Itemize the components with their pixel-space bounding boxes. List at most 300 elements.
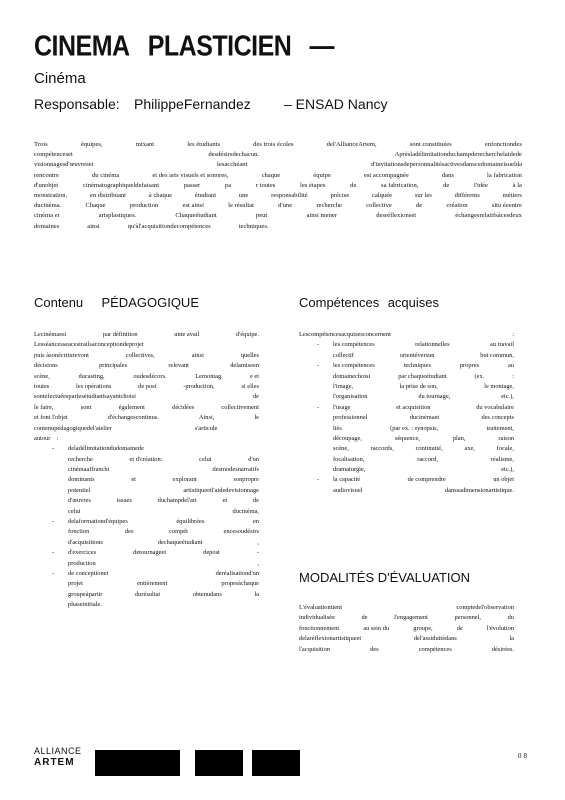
text-word: professionnel	[333, 414, 368, 422]
text-line	[34, 424, 259, 434]
intro-word: de	[443, 181, 450, 189]
intro-word: domaines	[34, 222, 60, 230]
text-line	[34, 600, 259, 610]
text-word: s'articule	[194, 424, 218, 432]
text-word: etc.),	[501, 393, 514, 401]
text-word: et	[222, 497, 228, 505]
text-word: etc.),	[501, 466, 514, 474]
intro-word: les étapes	[300, 181, 326, 189]
intro-word: l'idée	[473, 181, 488, 189]
text-line	[34, 392, 259, 402]
text-word: d'un	[248, 455, 259, 463]
intro-line	[34, 181, 522, 191]
intro-word: et des arts visuels et sonores,	[152, 171, 229, 179]
intro-word: échangesrelatifsàcesdeux	[455, 212, 522, 220]
text-word: sontefectuéesparlesétudiantsayantchoisi	[34, 393, 136, 401]
text-word: durésultat	[134, 590, 161, 598]
title-word: CINEMA	[34, 30, 130, 63]
text-word: Lecinémaest	[34, 331, 67, 338]
text-word: la	[254, 590, 259, 598]
text-word: - d'exercices	[68, 549, 97, 557]
text-word: entièrement	[137, 580, 168, 588]
text-word: :	[512, 372, 514, 380]
text-word: la prise de son,	[399, 382, 438, 390]
text-line	[34, 403, 259, 413]
text-word: - deladélimitationdudomainede	[68, 445, 144, 453]
text-word: par définition	[102, 331, 138, 338]
text-word: par chaqueétudiant	[398, 372, 447, 380]
text-word: du	[507, 614, 514, 622]
text-line	[299, 613, 514, 623]
intro-word: desdésirsdechacun.	[208, 151, 260, 159]
text-word: detournageet	[133, 549, 167, 557]
text-word: (ex.	[474, 372, 485, 380]
intro-word: ainsi	[87, 222, 100, 230]
intro-word: à la	[512, 181, 522, 189]
intro-word: précise	[330, 191, 350, 199]
text-line	[34, 579, 259, 589]
text-word: orientéversun	[399, 351, 435, 359]
text-word: autour	[34, 434, 51, 442]
intro-word: production	[129, 202, 159, 210]
intro-word: des trois écoles	[253, 141, 294, 148]
bullet-item	[299, 475, 514, 485]
intro-word: à chaque	[148, 191, 173, 199]
intro-word: enfonctiondes	[484, 141, 522, 148]
text-word: encesoudésirs	[223, 528, 259, 536]
text-line	[34, 455, 259, 465]
text-word: individualisée	[299, 614, 335, 622]
intro-word: Trois	[34, 141, 48, 148]
intro-word: monstration,	[34, 191, 68, 199]
text-line	[34, 382, 259, 392]
text-word: collectif	[333, 351, 354, 359]
text-line	[34, 475, 259, 485]
text-word: fonctionnement	[299, 624, 340, 632]
text-word: si elles	[241, 382, 259, 390]
text-word: danssadimensionartistique.	[444, 486, 514, 494]
intro-word: du cinéma	[91, 171, 120, 179]
skills-paragraph	[299, 330, 514, 496]
intro-word: qu'àl'acquisitiondecompétences	[127, 222, 211, 230]
text-word: ducasting,	[78, 372, 105, 380]
intro-word: le résultat	[228, 202, 254, 210]
text-line	[34, 486, 259, 496]
text-word: puis àsonécriturevont	[34, 351, 89, 359]
bullet-item	[34, 517, 259, 527]
text-line	[299, 351, 514, 361]
text-word: séquence,	[394, 434, 420, 442]
bullet-item	[299, 361, 514, 371]
text-word: - les compétences	[333, 362, 375, 370]
text-word: sonpropre	[233, 476, 259, 484]
intro-word: sur les	[414, 191, 432, 199]
intro-word: de	[415, 202, 423, 210]
text-word: plan,	[452, 434, 466, 442]
text-word: potentiel	[68, 486, 91, 494]
text-word: l'image,	[333, 382, 354, 390]
text-word: toutes	[34, 382, 50, 390]
text-word: désirées.	[491, 645, 514, 653]
intro-line	[34, 140, 522, 150]
text-line	[299, 330, 514, 340]
intro-word: les étudiants	[187, 141, 221, 148]
text-word: ducinémaet	[409, 414, 440, 422]
text-word: et d'création:	[129, 455, 163, 463]
intro-word: artsplastiques.	[98, 212, 137, 220]
intro-word: passer	[183, 181, 201, 189]
text-word: celui	[68, 507, 81, 515]
text-word: l'organisation	[333, 393, 368, 401]
text-word: dominants	[68, 476, 95, 484]
text-word: au sein du	[363, 624, 390, 632]
title-dash: —	[309, 30, 334, 63]
text-word: but commun,	[480, 351, 514, 359]
intro-word: chaque	[261, 171, 281, 179]
text-word: scène,	[34, 372, 50, 380]
text-word: personnel,	[454, 614, 481, 622]
text-word: de	[456, 624, 463, 632]
text-word: ducinéma,	[232, 507, 259, 515]
page-number: 08	[518, 752, 529, 760]
intro-line	[34, 150, 522, 160]
intro-word: est accompagnée	[363, 171, 409, 179]
text-line	[299, 624, 514, 634]
text-word: duchampdel'art	[157, 497, 197, 505]
text-word: desmodesnarratifs	[212, 466, 259, 474]
text-word: collectivement	[221, 403, 259, 411]
intro-line	[34, 222, 522, 232]
text-word: raccord,	[417, 455, 438, 463]
text-word: comptedel'observation	[456, 604, 514, 611]
text-word: - l'usage	[333, 403, 351, 411]
text-word: continuité,	[415, 445, 443, 453]
intro-line	[34, 191, 522, 201]
bullet-item	[299, 403, 514, 413]
text-word: groupe,	[413, 624, 433, 632]
text-word: Lemontag	[195, 372, 222, 380]
text-word: (par ex. : synopsis,	[390, 424, 439, 432]
intro-word: pa	[224, 181, 232, 189]
text-word: des concepts	[481, 414, 514, 422]
text-word: liés	[333, 424, 342, 432]
text-word: principales	[99, 362, 128, 370]
intro-word: sa fabrication,	[381, 181, 419, 189]
text-word: issues	[116, 497, 132, 505]
text-word: de post	[138, 382, 157, 390]
logo-line: ALLIANCE	[34, 746, 82, 756]
text-line	[299, 424, 514, 434]
text-word: focale,	[496, 445, 514, 453]
text-word: le montage,	[484, 382, 514, 390]
bullet-item	[299, 340, 514, 350]
text-word: d'échangescontinus.	[107, 414, 159, 422]
text-word: d'acquisitions	[68, 538, 103, 546]
text-word: scène,	[333, 445, 349, 453]
text-word: groupeàpartir	[68, 590, 103, 598]
text-line	[299, 444, 514, 454]
text-word: en	[252, 518, 259, 526]
text-word: e et	[249, 372, 259, 380]
intro-word: recherche	[316, 202, 342, 210]
intro-word: cinématographiqueldefaisant	[82, 181, 160, 189]
intro-word: d'invitationsdepersonnalitésactivesdanscedomaineisuelda	[371, 161, 522, 169]
text-word: décisions	[34, 362, 58, 370]
text-word: - la capacité	[333, 476, 361, 484]
text-word: décidées	[172, 403, 195, 411]
text-line	[34, 330, 259, 340]
text-line	[299, 645, 514, 655]
text-line	[34, 538, 259, 548]
text-word: propreàchaque	[221, 580, 259, 588]
text-word: ,	[257, 538, 259, 546]
intro-word: Aprèsladélimitationduchampderecherchelaidede	[394, 151, 522, 159]
footer-black-block	[195, 750, 243, 776]
intro-word: ducinéma.	[34, 202, 62, 210]
text-line	[299, 434, 514, 444]
bullet-item	[34, 548, 259, 558]
page-subtitle: Cinéma	[34, 70, 86, 87]
text-line	[299, 603, 514, 613]
intro-word: visionnagesd'œuvreset	[34, 161, 94, 169]
text-word: Lesséancesseacesirailsaconceptiondeprojet	[34, 341, 144, 349]
text-word: - de conceptionet	[68, 569, 109, 577]
skills-heading-word: Compétences	[299, 295, 380, 310]
intro-word: Chaque	[85, 202, 106, 210]
text-word: l'acquisition	[299, 645, 330, 653]
text-word: delamiseen	[230, 362, 259, 370]
text-line	[34, 507, 259, 517]
intro-word: r toutes	[255, 181, 276, 189]
intro-word: ainsi mener	[306, 212, 338, 220]
text-word: -	[256, 549, 259, 557]
intro-word: situ éeentre	[491, 202, 522, 210]
text-word: del'assiduitédans	[413, 635, 457, 643]
intro-word: desréflexionset	[376, 212, 417, 220]
text-word: du vocabulaire	[476, 403, 514, 411]
text-line	[299, 382, 514, 392]
text-word: production	[68, 559, 96, 567]
footer-black-block	[252, 750, 300, 776]
text-word: et font l'objet	[34, 414, 68, 422]
text-line	[34, 351, 259, 361]
intro-word: lesacchéant	[217, 161, 248, 169]
text-word: obtenudans	[192, 590, 222, 598]
text-line	[34, 527, 259, 537]
text-word: unte avail	[174, 331, 200, 338]
text-word: d'équipe.	[236, 331, 259, 338]
alliance-artem-logo	[34, 746, 82, 768]
responsable-name: PhilippeFernandez	[134, 96, 251, 112]
text-word: au travail	[490, 341, 514, 349]
intro-word: équipes,	[80, 141, 103, 148]
text-line	[34, 372, 259, 382]
intro-line	[34, 160, 522, 170]
text-word: - les compétences	[333, 341, 375, 349]
intro-word: sont constituées	[409, 141, 452, 148]
text-line	[299, 465, 514, 475]
intro-word: une	[238, 191, 249, 199]
text-word: dechaqueétudiant	[157, 538, 203, 546]
intro-word: dans	[441, 171, 454, 179]
text-word: deréalisationd'un	[215, 569, 259, 577]
responsable-org: – ENSAD Nancy	[284, 96, 388, 112]
intro-word: del'AllianceArtem,	[326, 141, 377, 148]
text-word: traitement,	[486, 424, 514, 432]
text-word: d'œuvres	[68, 497, 91, 505]
evaluation-heading: MODALITÉS D'ÉVALUATION	[299, 570, 471, 585]
text-word: axe,	[464, 445, 475, 453]
text-word: :	[512, 331, 514, 338]
intro-word: différents	[454, 191, 480, 199]
text-word: recherche	[68, 455, 93, 463]
text-line	[299, 392, 514, 402]
text-word: des	[124, 528, 134, 536]
responsable-label: Responsable:	[34, 96, 120, 112]
intro-paragraph	[34, 140, 522, 232]
text-word: la	[509, 635, 514, 643]
intro-word: la fabrication	[487, 171, 522, 179]
text-line	[34, 465, 259, 475]
intro-word: techniques.	[238, 222, 269, 230]
text-word: raccords,	[370, 445, 394, 453]
text-word: de	[252, 393, 259, 401]
text-word: des	[370, 645, 379, 653]
text-word: sont	[80, 403, 92, 411]
text-word: également	[118, 403, 145, 411]
text-word: équilibrées	[176, 518, 205, 526]
text-word: du tournage,	[418, 393, 451, 401]
intro-word: collective	[366, 202, 392, 210]
intro-word: en distribuant	[89, 191, 126, 199]
text-word: découpage,	[333, 434, 362, 442]
text-line	[299, 455, 514, 465]
text-word: les opérations	[76, 382, 112, 390]
content-heading-word: Contenu	[34, 295, 84, 310]
page-title	[34, 30, 334, 63]
text-word: un objet	[493, 476, 514, 484]
content-heading	[34, 295, 199, 310]
intro-word: calquée	[371, 191, 393, 199]
intro-word: équipe	[313, 171, 331, 179]
text-word: explorant	[172, 476, 197, 484]
text-word: celui	[199, 455, 212, 463]
text-word: Lescompétencesacquisesconcernent	[299, 331, 391, 338]
text-word: contenupédagogiquedel'atelier	[34, 424, 112, 432]
text-word: de	[252, 497, 259, 505]
title-word: PLASTICIEN	[147, 30, 292, 63]
text-word: ,	[257, 559, 259, 567]
text-word: l'évolution	[486, 624, 514, 632]
text-line	[34, 340, 259, 350]
text-word: compét	[169, 528, 188, 536]
intro-word: création	[446, 202, 468, 210]
intro-word: compétenceset	[34, 151, 73, 159]
text-word: quelles	[240, 351, 259, 359]
content-heading-word: PÉDAGOGIQUE	[101, 295, 199, 310]
skills-heading-word: acquises	[387, 295, 439, 310]
intro-word: d'unobjet	[34, 181, 59, 189]
text-word: le	[254, 414, 259, 422]
intro-word: cinéma et	[34, 212, 60, 220]
intro-word: responsabilité	[271, 191, 308, 199]
intro-word: mixant	[135, 141, 155, 148]
text-line	[34, 361, 259, 371]
text-word: delaréflexionartistiqueet	[299, 635, 362, 643]
text-word: de	[361, 614, 368, 622]
bullet-item	[34, 444, 259, 454]
intro-word: d'une	[278, 202, 293, 210]
text-line	[299, 372, 514, 382]
intro-word: est ainsi	[182, 202, 204, 210]
intro-line	[34, 171, 522, 181]
intro-word: Chaqueétudiant	[175, 212, 217, 220]
intro-word: peut	[255, 212, 268, 220]
text-line	[34, 496, 259, 506]
text-word: relationnelles	[415, 341, 450, 349]
text-word: fonction	[68, 528, 90, 536]
intro-word: étudiant	[194, 191, 217, 199]
text-line	[34, 590, 259, 600]
text-word: l'engagement	[394, 614, 428, 622]
logo-line: ARTEM	[34, 757, 75, 768]
text-line	[34, 413, 259, 423]
text-word: de comprendre	[407, 476, 446, 484]
intro-word: rencontre	[34, 171, 59, 179]
intro-line	[34, 211, 522, 221]
content-paragraph	[34, 330, 259, 611]
text-word: cinémaaffranchi	[68, 466, 110, 474]
intro-word: métiers	[502, 191, 522, 199]
text-word: et acquisition	[396, 403, 431, 411]
text-word: -production,	[183, 382, 215, 390]
intro-line	[34, 201, 522, 211]
text-word: réalisme,	[490, 455, 514, 463]
text-word: - delaformationd'équipes	[68, 518, 128, 526]
evaluation-paragraph	[299, 603, 514, 655]
text-word: propres	[459, 362, 480, 370]
footer-black-block	[95, 750, 180, 776]
text-word: audiovisuel	[333, 486, 363, 494]
text-word: artistiqueetl'aidedevisionnage	[183, 486, 259, 494]
text-word: le faire,	[34, 403, 54, 411]
text-word: et	[131, 476, 136, 484]
text-word: phaseinitiale.	[68, 601, 102, 609]
text-word: Ainsi,	[198, 414, 215, 422]
text-word: raison	[498, 434, 514, 442]
text-word: compétences	[418, 645, 452, 653]
text-word: depost	[203, 549, 220, 557]
text-word: projet	[68, 580, 83, 588]
text-word: relevant	[168, 362, 189, 370]
text-word: domainechoisi	[333, 372, 371, 380]
text-word: au	[507, 362, 514, 370]
text-line	[34, 434, 259, 444]
text-word: collectives,	[125, 351, 155, 359]
text-word: dramaturgie,	[333, 466, 366, 474]
text-line	[34, 559, 259, 569]
text-line	[299, 413, 514, 423]
bullet-item	[34, 569, 259, 579]
text-word: :	[56, 434, 59, 442]
text-word: focalisation,	[333, 455, 365, 463]
skills-heading	[299, 295, 439, 310]
text-word: oudesdécors.	[133, 372, 167, 380]
text-word: L'évaluationtient	[299, 604, 343, 611]
text-word: techniques	[403, 362, 431, 370]
text-line	[299, 634, 514, 644]
intro-word: de	[350, 181, 357, 189]
